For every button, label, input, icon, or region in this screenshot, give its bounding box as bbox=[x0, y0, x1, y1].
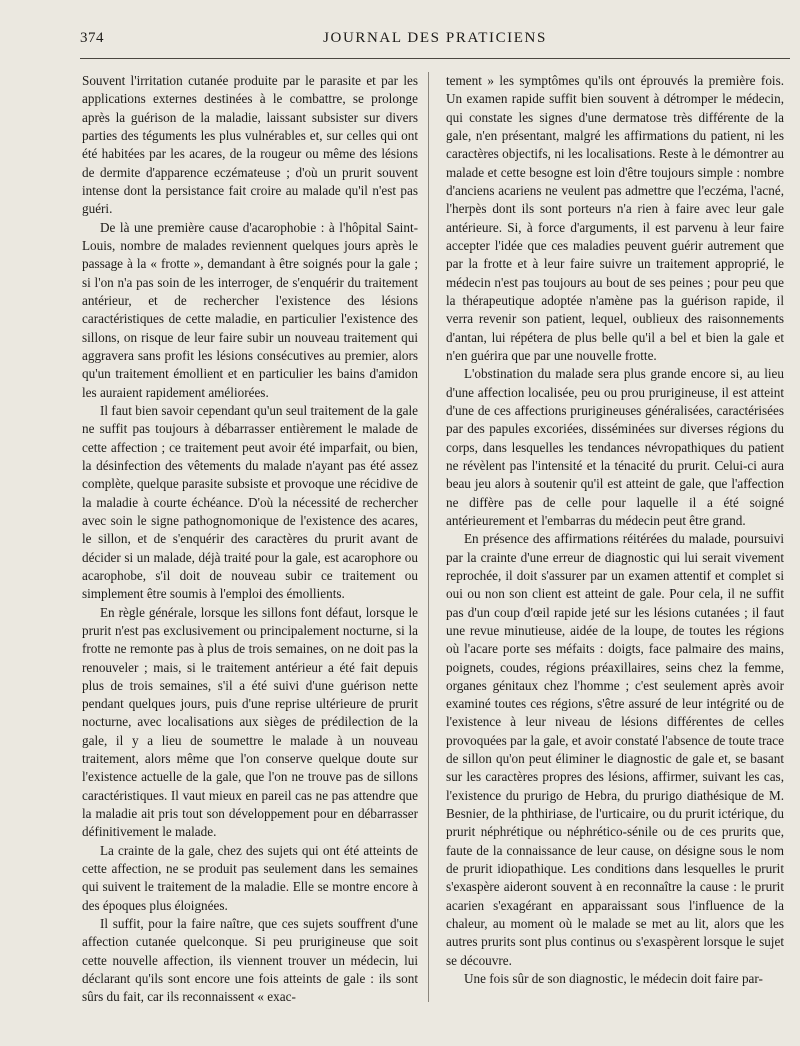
paragraph: La crainte de la gale, chez des sujets qui ont été atteints de cette affection, ne se produit pas seulement dans les semaines qui suivent le traitement de la maladie. Elle se montre encore à des époques plus éloignées. bbox=[82, 842, 418, 913]
right-column bbox=[446, 72, 784, 988]
paragraph: En présence des affirmations réitérées du malade, poursuivi par la crainte d'une erreur de diagnostic qui lui serait vivement reprochée, il doit s'assurer par un examen attentif et complet si oui ou non son client est atteint de gale. Pour cela, il ne suffit pas d'un coup d'œil rapide jeté sur les lésions cutanées ; il faut une revue minutieuse, aidée de la loupe, de toutes les régions où l'acare porte ses méfaits : doigts, face palmaire des mains, poignets, coudes, régions préaxillaires, seins chez la femme, organes génitaux chez l'homme ; c'est seulement après avoir examiné toutes ces régions, s'être assuré de leur intégrité ou de l'existence à leur niveau de lésions différentes de celles provoquées par la gale, et avoir constaté l'absence de toute trace de sillon qu'on peut éliminer le diagnostic de gale et, se basant sur les caractères propres des lésions, affirmer, suivant les cas, l'existence du prurigo de Hebra, du prurigo diathésique de M. Besnier, de la phthiriase, de l'urticaire, ou du prurit ictérique, du prurit néphrétique ou néphrético-sénile ou de ces prurits que, faute de la connaissance de leur cause, on désigne sous le nom de prurit idiopathique. Les conditions dans lesquelles le prurit s'exaspère aideront souvent à en reconnaître la cause : le prurit acarien s'exagérant en apparaissant sous l'influence de la chaleur, au moment où le malade se met au lit, alors que les autres prurits sont plus continus ou s'exaspèrent lorsque le sujet se découvre. bbox=[446, 531, 784, 968]
paragraph: L'obstination du malade sera plus grande encore si, au lieu d'une affection localisée, peu ou prou prurigineuse, il est atteint d'une de ces affections prurigineuses généralisées, caractérisées par des papules excoriées, disséminées sur diverses régions du corps, dans lesquelles les tendances névropathiques du patient ne révèlent pas l'intensité et la ténacité du prurit. Celui-ci aura beau jeu alors à soutenir qu'il est atteint de gale, que l'affection ne diffère pas de celle pour laquelle il a été soigné antérieurement et l'embarras du médecin peut être grand. bbox=[446, 366, 784, 528]
column-divider bbox=[428, 72, 429, 1002]
paragraph: tement » les symptômes qu'ils ont éprouvés la première fois. Un examen rapide suffit bien souvent à détromper le médecin, qui constate les signes d'une dermatose très différente de la gale, n'en présentant, malgré les affirmations du patient, ni les caractères objectifs, ni les localisations. Reste à le démontrer au malade et cette besogne est loin d'être toujours simple : nombre d'anciens acariens ne veulent pas admettre que l'eczéma, l'acné, l'herpès dont ils sont porteurs n'a rien à faire avec leur gale antérieure. Si, à force d'arguments, il est parvenu à leur faire accepter l'idée que ces maladies peuvent guérir autrement que par la frotte et à leur faire suivre un traitement approprié, le médecin n'est pas toujours au bout de ses peines ; pour peu que la thérapeutique adoptée n'amène pas la guérison rapide, il verra revenir son patient, lequel, oublieux des raisonnements d'antan, lui répétera de plus belle qu'il a bel et bien la gale et n'en guérira que par une nouvelle frotte. bbox=[446, 73, 784, 363]
journal-title: JOURNAL DES PRATICIENS bbox=[323, 30, 547, 46]
running-header bbox=[80, 30, 790, 52]
paragraph: Souvent l'irritation cutanée produite par le parasite et par les applications externes destinées à le combattre, se prolonge après la guérison de la maladie, laissant subsister sur divers parties des téguments les plus vulnérables et, sur celles qui ont été habitées par les acares, de la rougeur ou même des lésions de dermite d'apparence eczémateuse ; d'où un prurit souvent intense dont la persistance fait croire au malade qu'il n'est pas guéri. bbox=[82, 73, 418, 217]
header-rule bbox=[80, 58, 790, 59]
paragraph: De là une première cause d'acarophobie : à l'hôpital Saint-Louis, nombre de malades reviennent quelques jours après le passage à la « frotte », demandant à être soignés pour la gale ; si l'on n'a pas soin de les interroger, de s'enquérir du traitement antérieur, et de rechercher l'existence des lésions caractéristiques de cette maladie, en particulier l'existence des sillons, on risque de leur faire subir un nouveau traitement qui aggravera sans profit les lésions consécutives au premier, alors qu'un traitement émollient et en particulier les bains d'amidon les auraient rapidement améliorées. bbox=[82, 219, 418, 400]
page-number: 374 bbox=[80, 30, 104, 46]
paragraph: En règle générale, lorsque les sillons font défaut, lorsque le prurit n'est pas exclusivement ou principalement nocturne, si la frotte ne remonte pas à plus de trois semaines, on ne doit pas la renouveler ; mais, si le traitement antérieur a été fait depuis plus de trois semaines, s'il a été suivi d'une guérison nette pendant quelques jours, puis d'une reprise ultérieure de prurit nocturne, avec localisations aux sièges de prédilection de la gale, il y a lieu de soumettre le malade à un nouveau traitement, alors même que l'on conserve quelque doute sur l'existence actuelle de la gale, que l'on ne trouve pas de sillons caractéristiques. Il vaut mieux en pareil cas ne pas attendre que la maladie ait pris tout son développement pour en débarrasser définitivement le malade. bbox=[82, 604, 418, 840]
paragraph: Il faut bien savoir cependant qu'un seul traitement de la gale ne suffit pas toujours à débarrasser entièrement le malade de cette affection ; ce traitement peut avoir été imparfait, ou bien, la désinfection des vêtements du malade n'ayant pas été assez complète, quelque parasite subsiste et provoque une récidive de la maladie à courte échéance. D'où la nécessité de rechercher avec soin le signe pathognomonique de l'existence des acares, le sillon, et de s'enquérir des caractères du prurit avant de décider si un malade, déjà traité pour la gale, est acarophore ou acarophobe, s'il doit de nouveau subir ce traitement ou simplement être soumis à l'emploi des émollients. bbox=[82, 402, 418, 602]
paragraph: Il suffit, pour la faire naître, que ces sujets souffrent d'une affection cutanée quelconque. Si peu prurigineuse que soit cette nouvelle affection, ils viennent trouver un médecin, lui déclarant qu'ils sont encore une fois atteints de gale : ils sont sûrs du fait, car ils reconnaissent « exac- bbox=[82, 916, 418, 1005]
left-column bbox=[82, 72, 418, 1007]
paragraph: Une fois sûr de son diagnostic, le médecin doit faire par- bbox=[464, 971, 763, 987]
